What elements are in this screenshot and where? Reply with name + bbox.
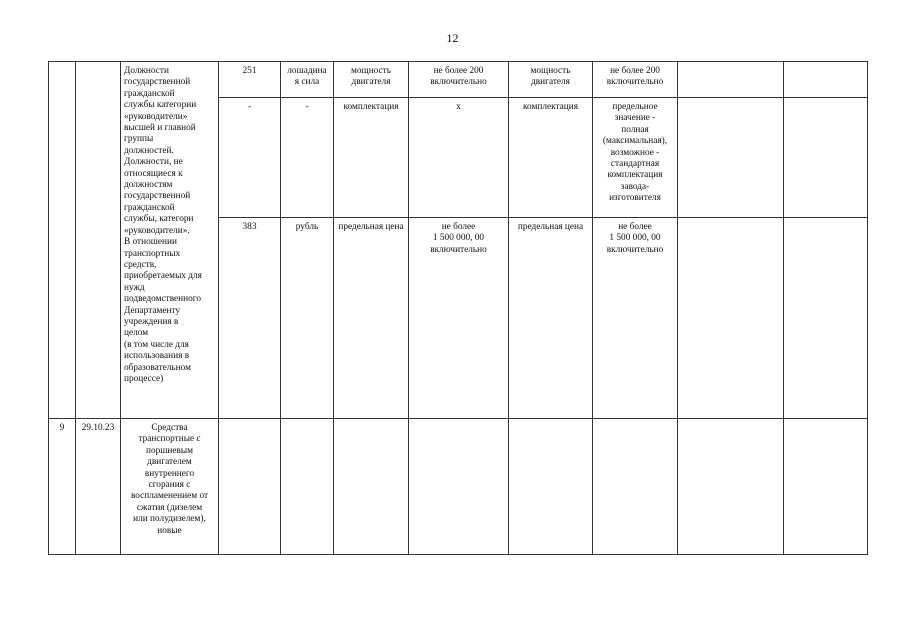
text-line: значение - xyxy=(614,113,656,124)
text-line: включительно xyxy=(606,244,664,255)
text-line: полная xyxy=(621,124,649,135)
empty-cell xyxy=(409,419,509,555)
value-cell xyxy=(409,218,509,419)
text-line: учреждения в xyxy=(124,316,179,327)
okpd-code-cell xyxy=(76,62,121,419)
empty-cell xyxy=(784,419,868,555)
text-line: воспламенением от xyxy=(130,491,209,502)
empty-cell xyxy=(784,218,868,419)
text-line: возможное - xyxy=(610,147,660,158)
item-name-cell xyxy=(121,62,219,419)
characteristic-cell xyxy=(509,98,593,218)
text-line: комплектация xyxy=(343,102,399,112)
text-line: (максимальная), xyxy=(602,136,668,147)
empty-cell xyxy=(509,419,593,555)
empty-cell xyxy=(678,218,784,419)
unit-name-cell xyxy=(281,62,334,98)
text-line: службы, категори xyxy=(124,214,194,225)
text-line: х xyxy=(456,102,461,112)
text-line: подведомственного xyxy=(124,294,201,305)
text-line: использования в xyxy=(124,351,190,362)
text-line: мощность xyxy=(530,66,571,76)
text-line: государственной xyxy=(124,191,191,202)
unit-code-cell: 251 xyxy=(219,62,281,98)
value-cell xyxy=(593,218,678,419)
text-line: средств, xyxy=(124,259,157,270)
empty-cell xyxy=(784,98,868,218)
empty-cell xyxy=(281,419,334,555)
text-line: включительно xyxy=(606,77,664,88)
empty-cell xyxy=(334,419,409,555)
text-line: высшей и главной xyxy=(124,123,196,134)
text-line: Департаменту xyxy=(124,305,181,316)
text-line: - xyxy=(305,102,309,112)
text-line: предельная цена xyxy=(338,222,404,232)
text-line: не более xyxy=(618,222,652,232)
text-line: двигателем xyxy=(147,457,192,468)
table-row xyxy=(49,419,868,555)
text-line: 1 500 000, 00 xyxy=(609,233,661,244)
text-line: «руководители». xyxy=(124,225,190,236)
empty-cell xyxy=(219,419,281,555)
text-line: двигателя xyxy=(351,77,391,88)
text-line: двигателя xyxy=(531,77,570,88)
value-cell xyxy=(409,62,509,98)
text-line: «руководители» xyxy=(124,111,188,122)
text-line: комплектация xyxy=(607,170,663,181)
text-line: гражданской xyxy=(124,202,175,213)
text-line: поршневым xyxy=(145,445,194,456)
value-cell xyxy=(593,62,678,98)
text-line: предельная цена xyxy=(517,222,584,232)
characteristic-cell xyxy=(334,218,409,419)
text-line: Должности xyxy=(124,66,169,76)
text-line: рубль xyxy=(295,222,319,232)
text-line: относящиеся к xyxy=(124,168,183,179)
text-line: внутреннего xyxy=(144,468,195,479)
characteristic-cell xyxy=(509,62,593,98)
value-cell xyxy=(409,98,509,218)
characteristic-cell xyxy=(334,98,409,218)
text-line: я сила xyxy=(294,77,320,88)
text-line: новые xyxy=(157,525,182,536)
text-line: должностям xyxy=(124,180,173,191)
text-line: должностей. xyxy=(124,145,174,156)
text-line: сжатия (дизелем xyxy=(136,502,203,513)
text-line: не более 200 xyxy=(610,66,660,76)
empty-cell xyxy=(784,62,868,98)
text-line: (в том числе для xyxy=(124,339,189,350)
unit-name-cell xyxy=(281,98,334,218)
okpd-code-cell: 29.10.23 xyxy=(76,419,121,555)
text-line: предельное xyxy=(612,102,658,112)
text-line: изготовителя xyxy=(609,193,661,204)
value-cell xyxy=(593,98,678,218)
page-number: 12 xyxy=(446,31,459,45)
text-line: включительно xyxy=(430,244,487,255)
unit-code-cell: - xyxy=(219,98,281,218)
text-line: включительно xyxy=(430,77,487,88)
text-line: комплектация xyxy=(522,102,579,112)
empty-cell xyxy=(678,98,784,218)
text-line: Должности, не xyxy=(124,157,183,168)
text-line: Средства xyxy=(151,423,188,433)
unit-name-cell xyxy=(281,218,334,419)
text-line: процессе) xyxy=(124,373,164,384)
item-name-cell xyxy=(121,419,219,555)
text-line: мощность xyxy=(351,66,391,76)
empty-cell xyxy=(678,419,784,555)
table-row xyxy=(49,62,868,98)
text-line: группы xyxy=(124,134,154,145)
text-line: транспортных xyxy=(124,248,181,259)
text-line: нужд xyxy=(124,282,145,293)
empty-cell xyxy=(593,419,678,555)
text-line: образовательном xyxy=(124,362,191,373)
characteristic-cell xyxy=(334,62,409,98)
characteristic-cell xyxy=(509,218,593,419)
number-cell xyxy=(49,62,76,419)
text-line: приобретаемых для xyxy=(124,271,202,282)
text-line: В отношении xyxy=(124,237,177,248)
unit-code-cell: 383 xyxy=(219,218,281,419)
text-line: не более xyxy=(441,222,476,232)
text-line: лошадина xyxy=(287,66,327,76)
text-line: стандартная xyxy=(610,159,660,170)
text-line: 1 500 000, 00 xyxy=(432,233,485,244)
requirements-table xyxy=(48,61,868,555)
text-line: гражданской xyxy=(124,88,175,99)
text-line: государственной xyxy=(124,77,191,88)
text-line: не более 200 xyxy=(433,66,484,76)
text-line: транспортные с xyxy=(138,434,201,445)
text-line: сгорания с xyxy=(148,480,191,491)
text-line: завода- xyxy=(620,181,650,192)
empty-cell xyxy=(678,62,784,98)
text-line: службы категории xyxy=(124,100,197,111)
text-line: целом xyxy=(124,328,149,339)
number-cell: 9 xyxy=(49,419,76,555)
text-line: или полудизелем), xyxy=(133,514,206,525)
